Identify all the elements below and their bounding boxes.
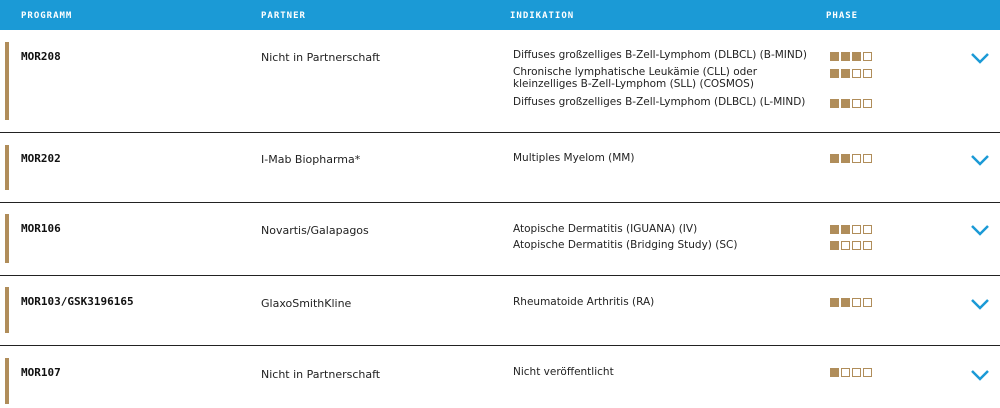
- phase-square-filled: [841, 99, 850, 108]
- chevron-down-icon[interactable]: [970, 223, 990, 237]
- phase-square-filled: [841, 69, 850, 78]
- indication: Atopische Dermatitis (Bridging Study) (SC): [513, 239, 738, 251]
- pipeline-row-mor103[interactable]: [0, 276, 1000, 345]
- phase-square-empty: [852, 99, 861, 108]
- header-programm: PROGRAMM: [21, 11, 73, 21]
- pipeline-row-mor106[interactable]: [0, 203, 1000, 275]
- table-header: [0, 0, 1000, 30]
- indication: Chronische lymphatische Leukämie (CLL) oder kleinzelliges B-Zell-Lymphom (SLL) (COSMOS): [513, 66, 758, 90]
- pipeline-row-mor202[interactable]: [0, 133, 1000, 202]
- indication: Atopische Dermatitis (IGUANA) (IV): [513, 223, 698, 235]
- program-name: MOR107: [21, 366, 61, 379]
- phase-square-filled: [830, 241, 839, 250]
- header-partner: PARTNER: [261, 11, 306, 21]
- phase-square-empty: [863, 52, 872, 61]
- partner-name: GlaxoSmithKline: [261, 297, 352, 310]
- phase-square-filled: [830, 225, 839, 234]
- partner-name: Nicht in Partnerschaft: [261, 368, 381, 381]
- phase-square-filled: [830, 52, 839, 61]
- phase-square-filled: [830, 154, 839, 163]
- indication: Multiples Myelom (MM): [513, 152, 635, 164]
- phase-square-empty: [852, 154, 861, 163]
- phase-square-empty: [841, 241, 850, 250]
- phase-square-empty: [863, 69, 872, 78]
- phase-square-empty: [863, 368, 872, 377]
- program-name: MOR208: [21, 50, 61, 63]
- row-accent-bar: [5, 287, 9, 333]
- indication: Nicht veröffentlicht: [513, 366, 614, 378]
- phase-square-filled: [830, 69, 839, 78]
- row-accent-bar: [5, 42, 9, 120]
- row-accent-bar: [5, 358, 9, 404]
- phase-square-filled: [852, 52, 861, 61]
- pipeline-row-mor208[interactable]: [0, 30, 1000, 132]
- phase-square-filled: [830, 99, 839, 108]
- phase-square-empty: [841, 368, 850, 377]
- phase-square-empty: [863, 298, 872, 307]
- chevron-down-icon[interactable]: [970, 153, 990, 167]
- phase-square-filled: [841, 298, 850, 307]
- indication: Diffuses großzelliges B-Zell-Lymphom (DLBCL) (B-MIND): [513, 49, 807, 61]
- indication: Diffuses großzelliges B-Zell-Lymphom (DLBCL) (L-MIND): [513, 96, 806, 108]
- phase-square-empty: [852, 298, 861, 307]
- phase-square-empty: [852, 241, 861, 250]
- pipeline-row-mor107[interactable]: [0, 346, 1000, 408]
- header-indikation: INDIKATION: [510, 11, 575, 21]
- chevron-down-icon[interactable]: [970, 297, 990, 311]
- phase-square-empty: [863, 241, 872, 250]
- program-name: MOR103/GSK3196165: [21, 295, 134, 308]
- partner-name: I-Mab Biopharma*: [261, 153, 361, 166]
- program-name: MOR106: [21, 222, 61, 235]
- phase-square-empty: [863, 99, 872, 108]
- phase-square-empty: [863, 225, 872, 234]
- phase-square-filled: [830, 298, 839, 307]
- phase-square-empty: [863, 154, 872, 163]
- phase-square-filled: [841, 225, 850, 234]
- row-accent-bar: [5, 214, 9, 263]
- indication: Rheumatoide Arthritis (RA): [513, 296, 655, 308]
- partner-name: Novartis/Galapagos: [261, 224, 369, 237]
- phase-square-filled: [841, 154, 850, 163]
- program-name: MOR202: [21, 152, 61, 165]
- phase-square-empty: [852, 69, 861, 78]
- phase-square-filled: [841, 52, 850, 61]
- chevron-down-icon[interactable]: [970, 368, 990, 382]
- header-phase: PHASE: [826, 11, 859, 21]
- row-accent-bar: [5, 145, 9, 190]
- phase-square-empty: [852, 225, 861, 234]
- partner-name: Nicht in Partnerschaft: [261, 51, 381, 64]
- phase-square-filled: [830, 368, 839, 377]
- phase-square-empty: [852, 368, 861, 377]
- chevron-down-icon[interactable]: [970, 51, 990, 65]
